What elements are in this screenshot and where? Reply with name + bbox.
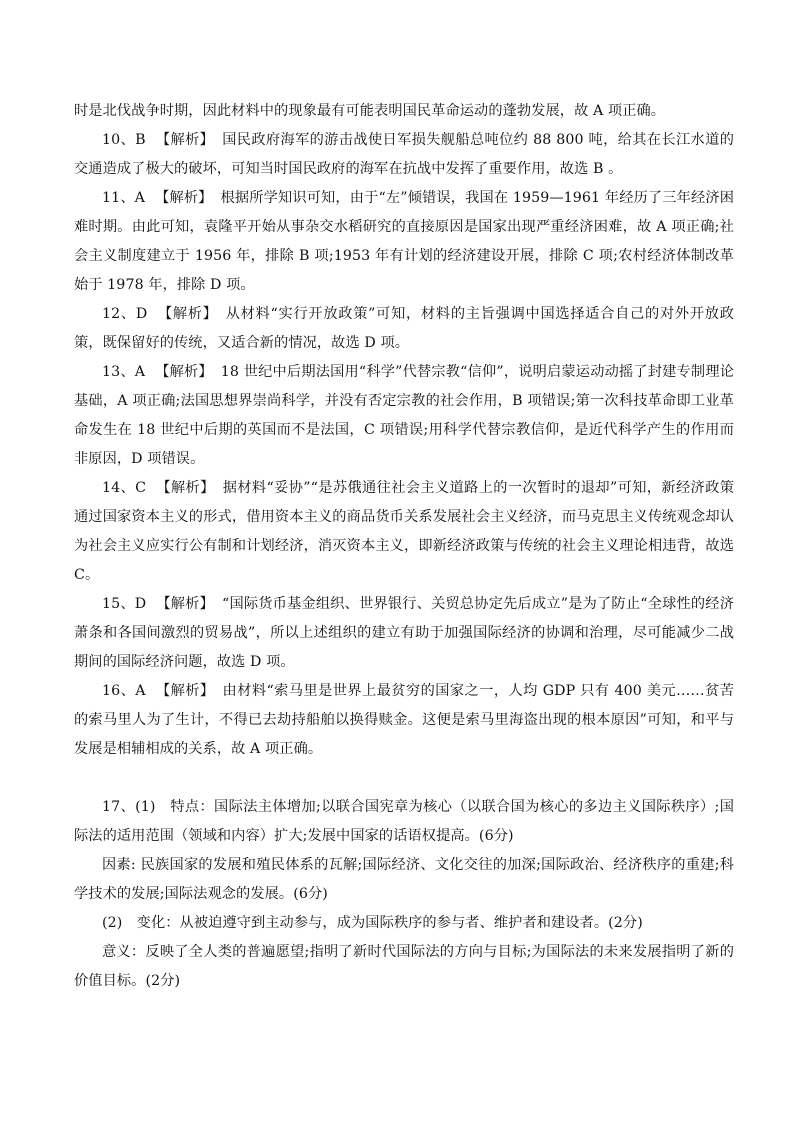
analysis-tag: 【解析】 <box>155 190 213 206</box>
answer-15 <box>74 590 734 677</box>
analysis-tag: 【解析】 <box>155 132 215 148</box>
answer-14 <box>74 474 734 590</box>
answer-number: 12、D <box>102 306 148 322</box>
answer-12 <box>74 300 734 358</box>
answer-number: 10、B <box>102 132 146 148</box>
answer-17-part-1: 17、(1) 特点：国际法主体增加;以联合国宪章为核心（以联合国为核心的多边主义国际秩序）;国际法的适用范围（领域和内容）扩大;发展中国家的话语权提高。(6分) <box>74 799 734 844</box>
analysis-tag: 【解析】 <box>156 596 214 612</box>
analysis-tag: 【解析】 <box>155 364 213 380</box>
answer-text: 18 世纪中后期法国用“科学”代替宗教“信仰”，说明启蒙运动动摇了封建专制理论基础，A 项正确;法国思想界崇尚科学，并没有否定宗教的社会作用，B 项错误;第一次科技革命即工业革命发生在 18 世纪中后期的英国而不是法国，C 项错误;用科学代替宗教信仰，是近代科学产生的作用而非原因，D 项错误。 <box>74 364 734 467</box>
answer-9-continuation: 时是北伐战争时期，因此材料中的现象最有可能表明国民革命运动的蓬勃发展，故 A 项正确。 <box>74 103 666 119</box>
answer-17-factors: 因素: 民族国家的发展和殖民体系的瓦解;国际经济、文化交往的加深;国际政治、经济秩序的重建;科学技术的发展;国际法观念的发展。(6分) <box>74 857 734 902</box>
section-spacer <box>74 764 734 793</box>
answer-number: 16、A <box>102 683 146 699</box>
answer-16 <box>74 677 734 764</box>
answer-10 <box>74 126 734 184</box>
answer-text: “国际货币基金组织、世界银行、关贸总协定先后成立”是为了防止“全球性的经济萧条和各国间激烈的贸易战”，所以上述组织的建立有助于加强国际经济的协调和治理，尽可能减少二战期间的国际经济问题，故选 D 项。 <box>74 596 734 670</box>
answer-text: 从材料“实行开放政策”可知，材料的主旨强调中国选择适合自己的对外开放政策，既保留好的传统，又适合新的情况，故选 D 项。 <box>74 306 735 351</box>
answer-text: 由材料“索马里是世界上最贫穷的国家之一，人均 GDP 只有 400 美元……贫苦的索马里人为了生计，不得已去劫持船舶以换得赎金。这便是索马里海盗出现的根本原因”可知，和平与发展是相辅相成的关系，故 A 项正确。 <box>74 683 734 757</box>
analysis-tag: 【解析】 <box>156 480 215 496</box>
answer-number: 13、A <box>102 364 146 380</box>
answer-text: 根据所学知识可知，由于“左”倾错误，我国在 1959—1961 年经历了三年经济困难时期。由此可知，袁隆平开始从事杂交水稻研究的直接原因是国家出现严重经济困难，故 A 项正确;社会主义制度建立于 1956 年，排除 B 项;1953 年有计划的经济建设开展，排除 C 项;农村经济体制改革始于 1978 年，排除 D 项。 <box>74 190 735 293</box>
answer-11 <box>74 184 734 300</box>
answer-text: 据材料“妥协”“是苏俄通往社会主义道路上的一次暂时的退却”可知，新经济政策通过国家资本主义的形式，借用资本主义的商品货币关系发展社会主义经济，而马克思主义传统观念却认为社会主义应实行公有制和计划经济，消灭资本主义，即新经济政策与传统的社会主义理论相违背，故选 C。 <box>74 480 735 583</box>
answer-content <box>74 97 734 996</box>
answer-text: 国民政府海军的游击战使日军损失舰船总吨位约 88 800 吨，给其在长江水道的交通造成了极大的破坏，可知当时国民政府的海军在抗战中发挥了重要作用，故选 B 。 <box>74 132 734 177</box>
analysis-tag: 【解析】 <box>157 306 218 322</box>
answer-17-part-2: (2) 变化：从被迫遵守到主动参与，成为国际秩序的参与者、维护者和建设者。(2分) <box>102 915 643 931</box>
answer-number: 11、A <box>102 190 146 206</box>
answer-17-meaning: 意义：反映了全人类的普遍愿望;指明了新时代国际法的方向与目标;为国际法的未来发展指明了新的价值目标。(2分) <box>74 944 734 989</box>
answer-number: 15、D <box>102 596 147 612</box>
analysis-tag: 【解析】 <box>155 683 215 699</box>
answer-13 <box>74 358 734 474</box>
answer-number: 14、C <box>102 480 147 496</box>
